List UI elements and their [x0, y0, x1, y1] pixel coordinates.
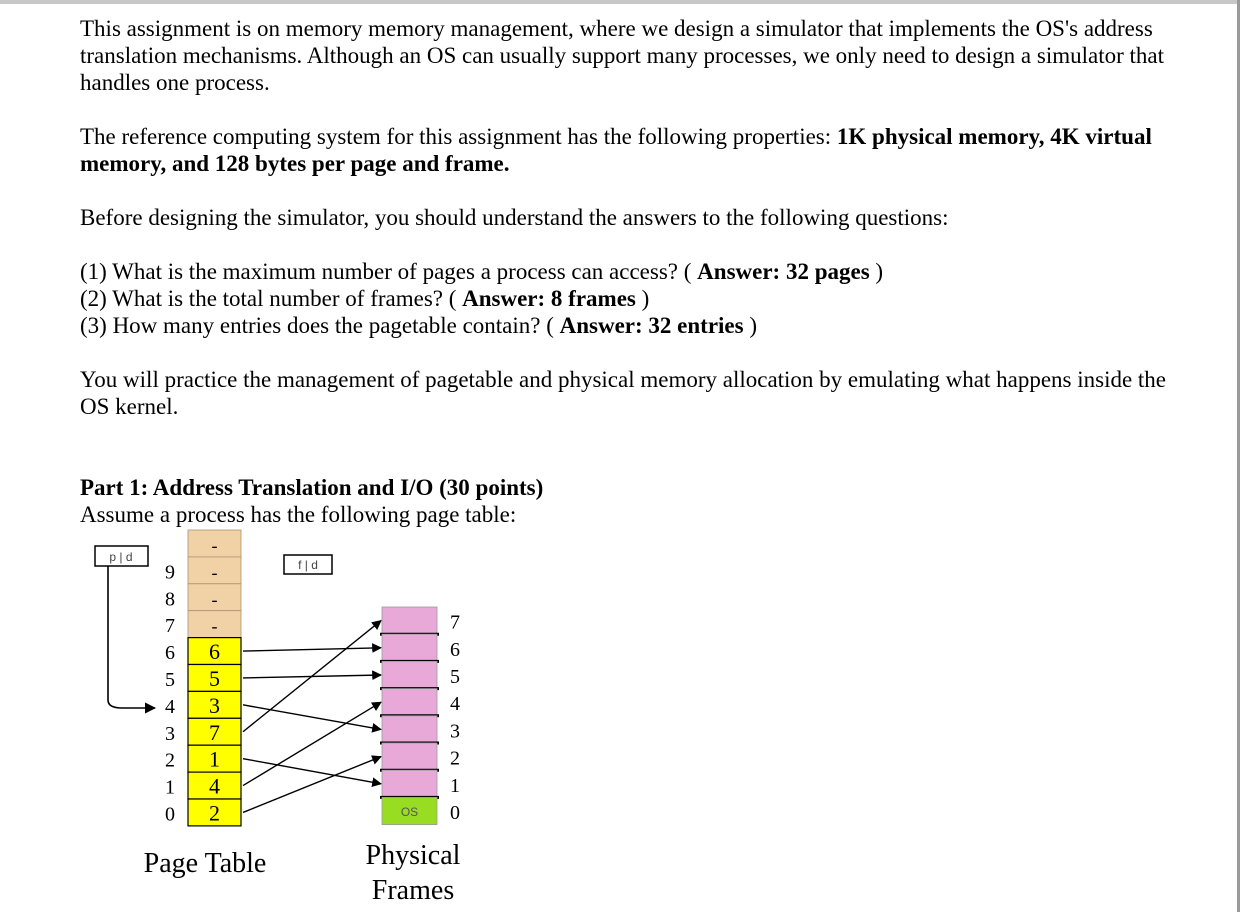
question-1: (1) What is the maximum number of pages a process can access? ( Answer: 32 pages )	[80, 259, 884, 284]
answer-1: Answer: 32 pages	[697, 259, 870, 284]
page-index-label: 3	[165, 722, 175, 745]
page-number-arrow	[108, 566, 155, 708]
page-frame-mappings	[243, 621, 381, 813]
page-table-entry: -	[211, 535, 218, 556]
reference-properties: 1K physical memory, 4K virtual memory, and 128 bytes per page and frame.	[80, 124, 1152, 176]
before-paragraph: Before designing the simulator, you should understand the answers to the following questions:	[80, 205, 949, 230]
physical-address-label: f | d	[298, 558, 318, 572]
part1-heading: Part 1: Address Translation and I/O (30 points)	[80, 475, 544, 500]
frame-cell	[382, 716, 437, 743]
page-table	[165, 530, 241, 826]
page-index-label: 2	[165, 749, 175, 772]
page-index-label: 5	[165, 668, 175, 691]
page-table-entry: 5	[209, 665, 220, 691]
page-table-entry: -	[211, 616, 218, 637]
page-index-label: 0	[165, 803, 175, 826]
frame-number-label: 7	[450, 611, 460, 634]
frames-caption: Frames	[371, 875, 455, 906]
frame-cell	[382, 689, 437, 716]
page-table-entry: 6	[209, 639, 220, 665]
frame-cell	[382, 607, 437, 634]
answer-2: Answer: 8 frames	[462, 286, 636, 311]
mapping-arrow	[243, 705, 381, 730]
frame-number-label: 2	[450, 747, 460, 770]
frame-cell	[382, 770, 437, 797]
page-table-entry: 4	[209, 773, 220, 799]
reference-prefix: The reference computing system for this assignment has the following properties:	[80, 124, 837, 149]
page-index-label: 4	[165, 695, 175, 718]
intro-paragraph: This assignment is on memory memory management, where we design a simulator that implements the OS's address translation mechanisms. Although an OS can usually support many processes, we only need to design a simulator that handles one process.	[80, 16, 1164, 95]
frame-number-label: 6	[450, 638, 460, 661]
page-table-entry: -	[211, 589, 218, 610]
frame-number-label: 1	[450, 774, 460, 797]
practice-paragraph: You will practice the management of pagetable and physical memory allocation by emulating what happens inside the OS kernel.	[80, 367, 1167, 419]
frame-number-label: 0	[450, 802, 460, 824]
physical-frames	[380, 607, 460, 825]
virtual-address-label: p | d	[109, 550, 133, 564]
mapping-arrow	[243, 757, 381, 813]
page-table-entry: 3	[209, 692, 220, 718]
answer-3: Answer: 32 entries	[559, 313, 744, 338]
frame-number-label: 4	[450, 693, 460, 716]
part1-text: Assume a process has the following page table:	[80, 502, 517, 527]
page-index-label: 8	[165, 588, 175, 611]
page-index-label: 7	[165, 615, 175, 638]
question-3: (3) How many entries does the pagetable contain? ( Answer: 32 entries )	[80, 313, 758, 338]
frame-cell	[382, 634, 437, 661]
top-border	[0, 0, 1240, 4]
questions-list	[80, 258, 1190, 339]
page-table-entry: 7	[209, 719, 220, 745]
frame-cell	[382, 743, 437, 770]
page-table-diagram	[0, 520, 1240, 912]
page-index-label: 6	[165, 642, 175, 665]
question-2: (2) What is the total number of frames? ( Answer: 8 frames )	[80, 286, 650, 311]
mapping-arrow	[243, 759, 381, 784]
frame-cell	[382, 661, 437, 688]
page-index-label: 9	[165, 561, 175, 584]
frame-number-label: 5	[450, 666, 460, 688]
physical-caption: Physical	[365, 840, 461, 871]
reference-paragraph	[80, 123, 1190, 177]
page-index-label: 1	[165, 776, 175, 799]
page-table-entry: 2	[209, 800, 220, 826]
frame-number-label: 3	[450, 720, 460, 743]
page-table-caption: Page Table	[143, 848, 267, 879]
page-table-entry: 1	[209, 746, 220, 772]
os-label: OS	[400, 805, 419, 819]
mapping-arrow	[243, 648, 381, 651]
page-table-entry: -	[211, 562, 218, 583]
